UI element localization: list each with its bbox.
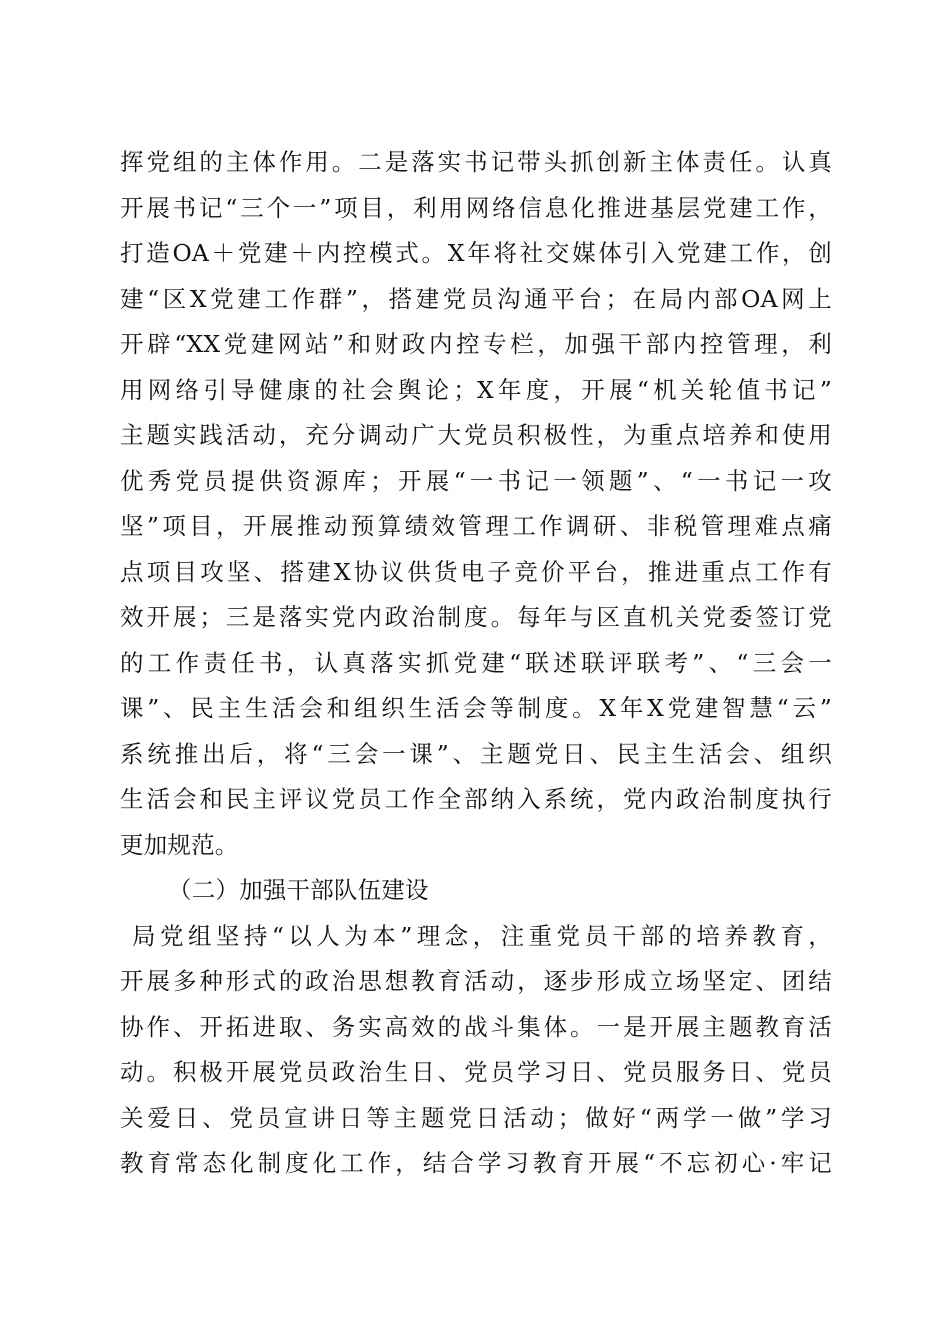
paragraph-line: 课”、民主生活会和组织生活会等制度。X年X党建智慧“云” [120,694,832,722]
paragraph-line: 关爱日、党员宣讲日等主题党日活动；做好“两学一做”学习 [120,1103,832,1132]
paragraph-line: 坚”项目，开展推动预算绩效管理工作调研、非税管理难点痛 [120,512,832,540]
paragraph-line: 生活会和民主评议党员工作全部纳入系统，党内政治制度执行 [120,785,832,813]
paragraph-line: 的工作责任书，认真落实抓党建“联述联评联考”、“三会一 [120,648,832,677]
paragraph-line: 教育常态化制度化工作，结合学习教育开展“不忘初心·牢记 [120,1149,832,1177]
paragraph-line: 开展多种形式的政治思想教育活动，逐步形成立场坚定、团结 [120,967,832,995]
paragraph-line: 用网络引导健康的社会舆论；X年度，开展“机关轮值书记” [120,375,832,404]
paragraph-line: 挥党组的主体作用。二是落实书记带头抓创新主体责任。认真 [120,148,832,176]
paragraph-line: 主题实践活动，充分调动广大党员积极性，为重点培养和使用 [120,421,832,449]
paragraph-line: 打造OA＋党建＋内控模式。X年将社交媒体引入党建工作，创 [120,239,832,267]
section-heading: （二）加强干部队伍建设 [168,876,429,904]
paragraph-line: 系统推出后，将“三会一课”、主题党日、民主生活会、组织 [120,739,832,768]
document-body [120,140,832,1187]
paragraph-line: 效开展；三是落实党内政治制度。每年与区直机关党委签订党 [120,603,832,631]
paragraph-line: 局党组坚持“以人为本”理念，注重党员干部的培养教育， [132,921,832,950]
paragraph-line: 开辟“XX党建网站”和财政内控专栏，加强干部内控管理，利 [120,330,832,358]
paragraph-line: 建“区X党建工作群”，搭建党员沟通平台；在局内部OA网上 [120,284,832,313]
paragraph-line: 动。积极开展党员政治生日、党员学习日、党员服务日、党员 [120,1058,832,1086]
paragraph-line: 优秀党员提供资源库；开展“一书记一领题”、“一书记一攻 [120,466,832,495]
paragraph-line: 点项目攻坚、搭建X协议供货电子竞价平台，推进重点工作有 [120,557,832,586]
paragraph-line: 协作、开拓进取、务实高效的战斗集体。一是开展主题教育活 [120,1012,832,1041]
paragraph-line: 开展书记“三个一”项目，利用网络信息化推进基层党建工作， [120,193,832,222]
paragraph-line: 更加规范。 [120,830,239,859]
